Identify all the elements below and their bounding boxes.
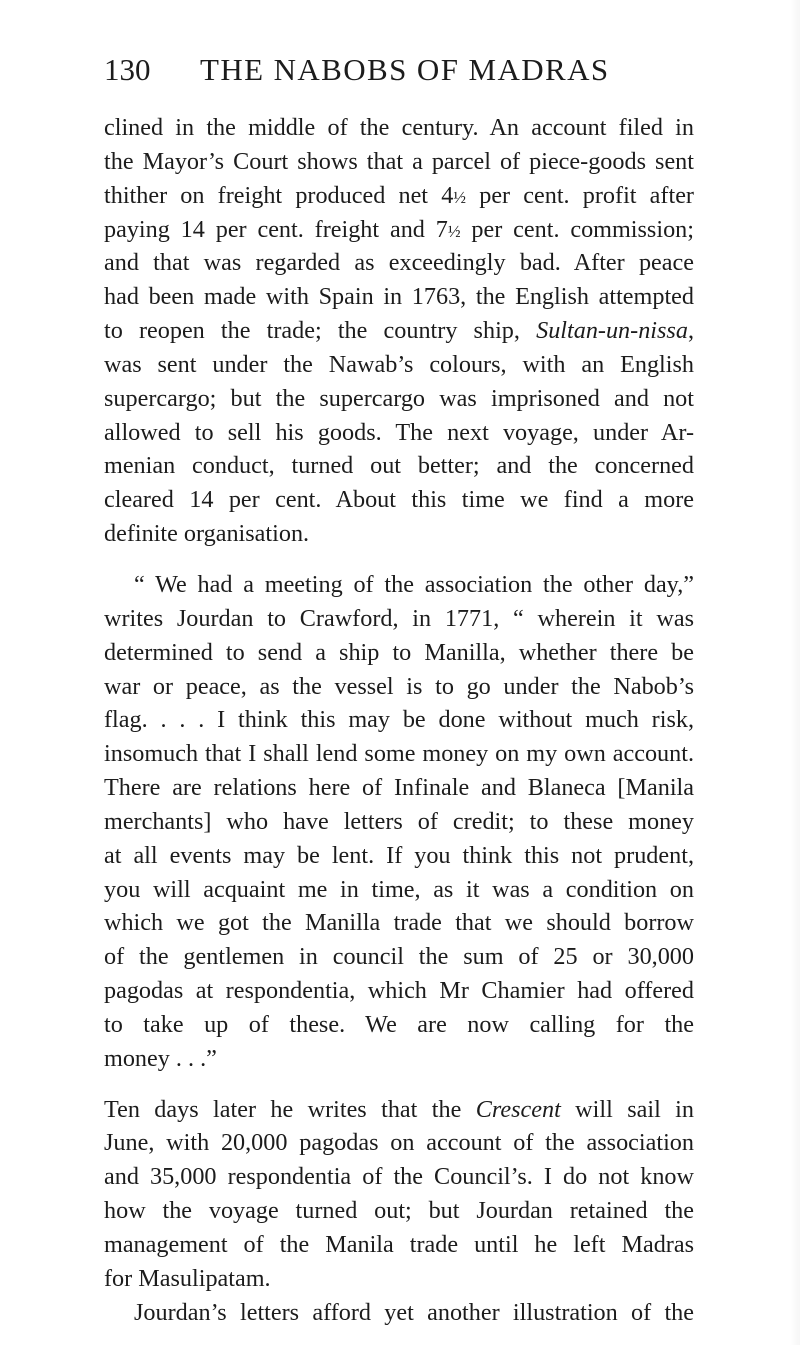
text-segment: , bbox=[687, 317, 694, 345]
text-line: war or peace, as the vessel is to go under the Nabob’s bbox=[104, 672, 694, 700]
text-line bbox=[104, 213, 694, 247]
text-line: June, with 20,000 pagodas on account of the association bbox=[104, 1129, 694, 1157]
paragraph-gap bbox=[104, 1076, 694, 1093]
ship-name: Sultan-un-nissa bbox=[536, 317, 688, 345]
text-line bbox=[104, 314, 694, 348]
text-line: which we got the Manilla trade that we should borrow bbox=[104, 909, 694, 937]
text-segment: will sail in bbox=[560, 1095, 694, 1123]
text-line: had been made with Spain in 1763, the English attempted bbox=[104, 283, 694, 311]
text-line: at all events may be lent. If you think this not prudent, bbox=[104, 841, 694, 869]
text-line: Jourdan’s letters afford yet another illustration of the bbox=[134, 1298, 694, 1326]
body-text bbox=[104, 111, 694, 1330]
page-edge-shadow bbox=[790, 0, 800, 1345]
text-line: management of the Manila trade until he left Madras bbox=[104, 1231, 694, 1258]
text-segment: per cent. commission; bbox=[460, 215, 694, 243]
text-line: menian conduct, turned out better; and the concerned bbox=[104, 452, 694, 480]
ship-name: Crescent bbox=[475, 1095, 561, 1123]
text-line: for Masulipatam. bbox=[104, 1264, 271, 1292]
text-line: of the gentlemen in council the sum of 25 or 30,000 bbox=[104, 943, 694, 971]
text-line: money . . .” bbox=[104, 1044, 217, 1072]
text-line: allowed to sell his goods. The next voyage, under Ar- bbox=[104, 418, 694, 446]
text-line: writes Jourdan to Crawford, in 1771, “ wherein it was bbox=[104, 604, 694, 632]
running-title: THE NABOBS OF MADRAS bbox=[200, 52, 610, 87]
paragraph-3 bbox=[104, 1093, 694, 1296]
text-line: and that was regarded as exceedingly bad. After peace bbox=[104, 249, 694, 277]
paragraph-2 bbox=[104, 568, 694, 1076]
text-line: cleared 14 per cent. About this time we find a more bbox=[104, 486, 694, 514]
text-line: definite organisation. bbox=[104, 520, 310, 548]
text-line: flag. . . . I think this may be done without much risk, bbox=[104, 706, 694, 734]
text-segment: per cent. profit after bbox=[466, 181, 694, 209]
text-line: insomuch that I shall lend some money on my own account. bbox=[104, 740, 694, 768]
text-line: clined in the middle of the century. An account filed in bbox=[104, 114, 694, 141]
text-line bbox=[104, 1093, 694, 1127]
text-segment: to reopen the trade; the country ship, bbox=[104, 317, 537, 345]
fraction-half: ½ bbox=[453, 187, 467, 207]
text-line bbox=[104, 179, 694, 213]
text-line: supercargo; but the supercargo was imprisoned and not bbox=[104, 384, 694, 412]
text-line: There are relations here of Infinale and Blaneca [Manila bbox=[104, 774, 694, 802]
paragraph-4 bbox=[104, 1296, 694, 1330]
text-line: was sent under the Nawab’s colours, with an English bbox=[104, 350, 694, 378]
fraction-half: ½ bbox=[447, 221, 461, 241]
text-segment: paying 14 per cent. freight and 7 bbox=[104, 215, 448, 243]
text-line: the Mayor’s Court shows that a parcel of piece-goods sent bbox=[104, 147, 694, 175]
text-line: to take up of these. We are now calling for the bbox=[104, 1010, 694, 1038]
paragraph-gap bbox=[104, 551, 694, 568]
text-line: how the voyage turned out; but Jourdan retained the bbox=[104, 1197, 694, 1225]
text-line: and 35,000 respondentia of the Council’s. I do not know bbox=[104, 1163, 694, 1191]
text-line: determined to send a ship to Manilla, whether there be bbox=[104, 638, 694, 666]
text-line: pagodas at respondentia, which Mr Chamier had offered bbox=[104, 977, 694, 1005]
text-segment: Ten days later he writes that the bbox=[104, 1095, 476, 1123]
page-header bbox=[104, 48, 664, 98]
text-line: “ We had a meeting of the association the other day,” bbox=[134, 570, 694, 598]
page-number: 130 bbox=[104, 52, 151, 87]
text-segment: thither on freight produced net 4 bbox=[104, 181, 454, 209]
paragraph-1 bbox=[104, 111, 694, 551]
text-line: merchants] who have letters of credit; to these money bbox=[104, 807, 694, 835]
text-line: you will acquaint me in time, as it was a condition on bbox=[104, 875, 694, 903]
